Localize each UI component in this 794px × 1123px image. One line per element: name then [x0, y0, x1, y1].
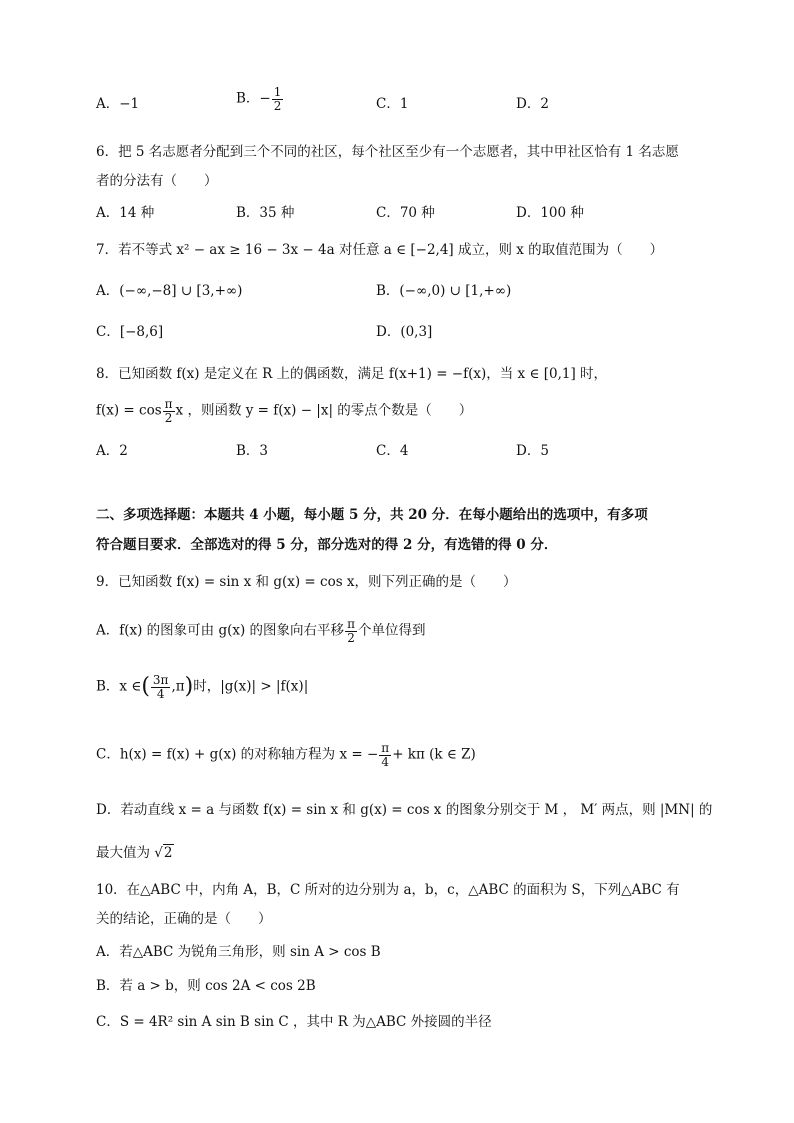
- q5-option-b-fraction: [272, 86, 284, 112]
- q5-option-c: C．1: [376, 96, 409, 112]
- fraction-denominator: 2: [273, 98, 282, 113]
- q9-option-d-line1: D．若动直线 x = a 与函数 f(x) = sin x 和 g(x) = cos x 的图象分别交于 M ， M′ 两点，则 |MN| 的: [96, 802, 713, 818]
- fraction-numerator: π: [381, 741, 390, 755]
- q6-stem-line2: 者的分法有（ ）: [96, 173, 218, 189]
- q9-a-suffix: 个单位得到: [357, 622, 426, 639]
- q7-option-c: C．[−8,6]: [96, 324, 164, 340]
- q10-option-c: C．S = 4R² sin A sin B sin C ，其中 R 为△ABC 外接圆的半径: [96, 1014, 492, 1030]
- q8-fraction: [163, 398, 175, 424]
- q9-a-fraction: [345, 618, 357, 644]
- q5-option-d: D．2: [516, 96, 549, 112]
- q5-option-b: [236, 86, 284, 112]
- fraction-denominator: 4: [151, 687, 171, 701]
- fraction-denominator: 4: [379, 755, 391, 769]
- q9-option-b: [96, 674, 308, 700]
- q8-option-d: D．5: [516, 443, 549, 459]
- fraction-numerator: 3π: [152, 673, 169, 687]
- q7-option-a: A．(−∞,−8] ∪ [3,+∞): [96, 283, 243, 299]
- q10-stem-line1: 10．在△ABC 中，内角 A，B，C 所对的边分别为 a，b，c，△ABC 的面积为 S，下列△ABC 有: [96, 882, 680, 898]
- sqrt-radicand: 2: [163, 845, 173, 861]
- sqrt-symbol: √2: [154, 845, 173, 861]
- q7-option-d: D．(0,3]: [376, 324, 433, 340]
- section2-heading-line2: 符合题目要求．全部选对的得 5 分，部分选对的得 2 分，有选错的得 0 分．: [96, 537, 558, 553]
- q10-option-b: B．若 a > b，则 cos 2A < cos 2B: [96, 978, 316, 994]
- q8-option-a: A．2: [96, 443, 128, 459]
- q10-option-a: A．若△ABC 为锐角三角形，则 sin A > cos B: [96, 944, 381, 960]
- q7-option-b: B．(−∞,0) ∪ [1,+∞): [376, 283, 512, 299]
- fraction-numerator: π: [164, 397, 173, 411]
- q8-line2-prefix: f(x) = cos: [96, 402, 162, 419]
- fraction-numerator: π: [347, 617, 355, 631]
- q9-b-comma-pi: ,π: [171, 678, 185, 695]
- q9-option-d-line2: [96, 843, 174, 863]
- q6-option-b: B．35 种: [236, 205, 295, 221]
- q9-b-fraction: [151, 674, 171, 700]
- q9-option-c: [96, 742, 476, 768]
- section2-heading-line1: 二、多项选择题：本题共 4 小题，每小题 5 分，共 20 分．在每小题给出的选项中，有多项: [96, 507, 648, 523]
- q9-option-a: [96, 618, 425, 644]
- q8-option-c: C．4: [376, 443, 409, 459]
- left-paren: (: [141, 674, 150, 700]
- q6-option-a: A．14 种: [96, 205, 155, 221]
- fraction-denominator: 2: [345, 631, 357, 645]
- q5-option-a: A．−1: [96, 96, 140, 112]
- q8-stem-line2: [96, 398, 472, 424]
- q6-option-d: D．100 种: [516, 205, 584, 221]
- q9-b-prefix: B．x ∈: [96, 678, 142, 695]
- q9-stem: 9．已知函数 f(x) = sin x 和 g(x) = cos x，则下列正确的是（ ）: [96, 574, 517, 590]
- q8-line2-suffix: x ，则函数 y = f(x) − |x| 的零点个数是（ ）: [175, 402, 473, 419]
- q6-option-c: C．70 种: [376, 205, 435, 221]
- q8-stem-line1: 8．已知函数 f(x) 是定义在 R 上的偶函数，满足 f(x+1) = −f(x)，当 x ∈ [0,1] 时，: [96, 366, 608, 382]
- q7-stem: 7．若不等式 x² − ax ≥ 16 − 3x − 4a 对任意 a ∈ [−2,4] 成立，则 x 的取值范围为（ ）: [96, 242, 664, 258]
- q9-b-suffix: 时，|g(x)| > |f(x)|: [193, 678, 309, 695]
- q9-c-fraction: [379, 742, 391, 768]
- q10-stem-line2: 关的结论，正确的是（ ）: [96, 911, 272, 927]
- q5-option-b-prefix: B．−: [236, 90, 271, 107]
- q9-c-prefix: C．h(x) = f(x) + g(x) 的对称轴方程为 x = −: [96, 746, 379, 763]
- q9-a-prefix: A．f(x) 的图象可由 g(x) 的图象向右平移: [96, 622, 345, 639]
- q6-stem-line1: 6．把 5 名志愿者分配到三个不同的社区，每个社区至少有一个志愿者，其中甲社区恰有 1 名志愿: [96, 144, 679, 160]
- q8-option-b: B．3: [236, 443, 269, 459]
- right-paren: ): [184, 674, 194, 700]
- fraction-numerator: 1: [273, 85, 282, 99]
- q9-c-suffix: + kπ (k ∈ Z): [392, 746, 476, 763]
- q9-d-line2-prefix: 最大值为: [96, 845, 155, 861]
- fraction-denominator: 2: [163, 411, 175, 425]
